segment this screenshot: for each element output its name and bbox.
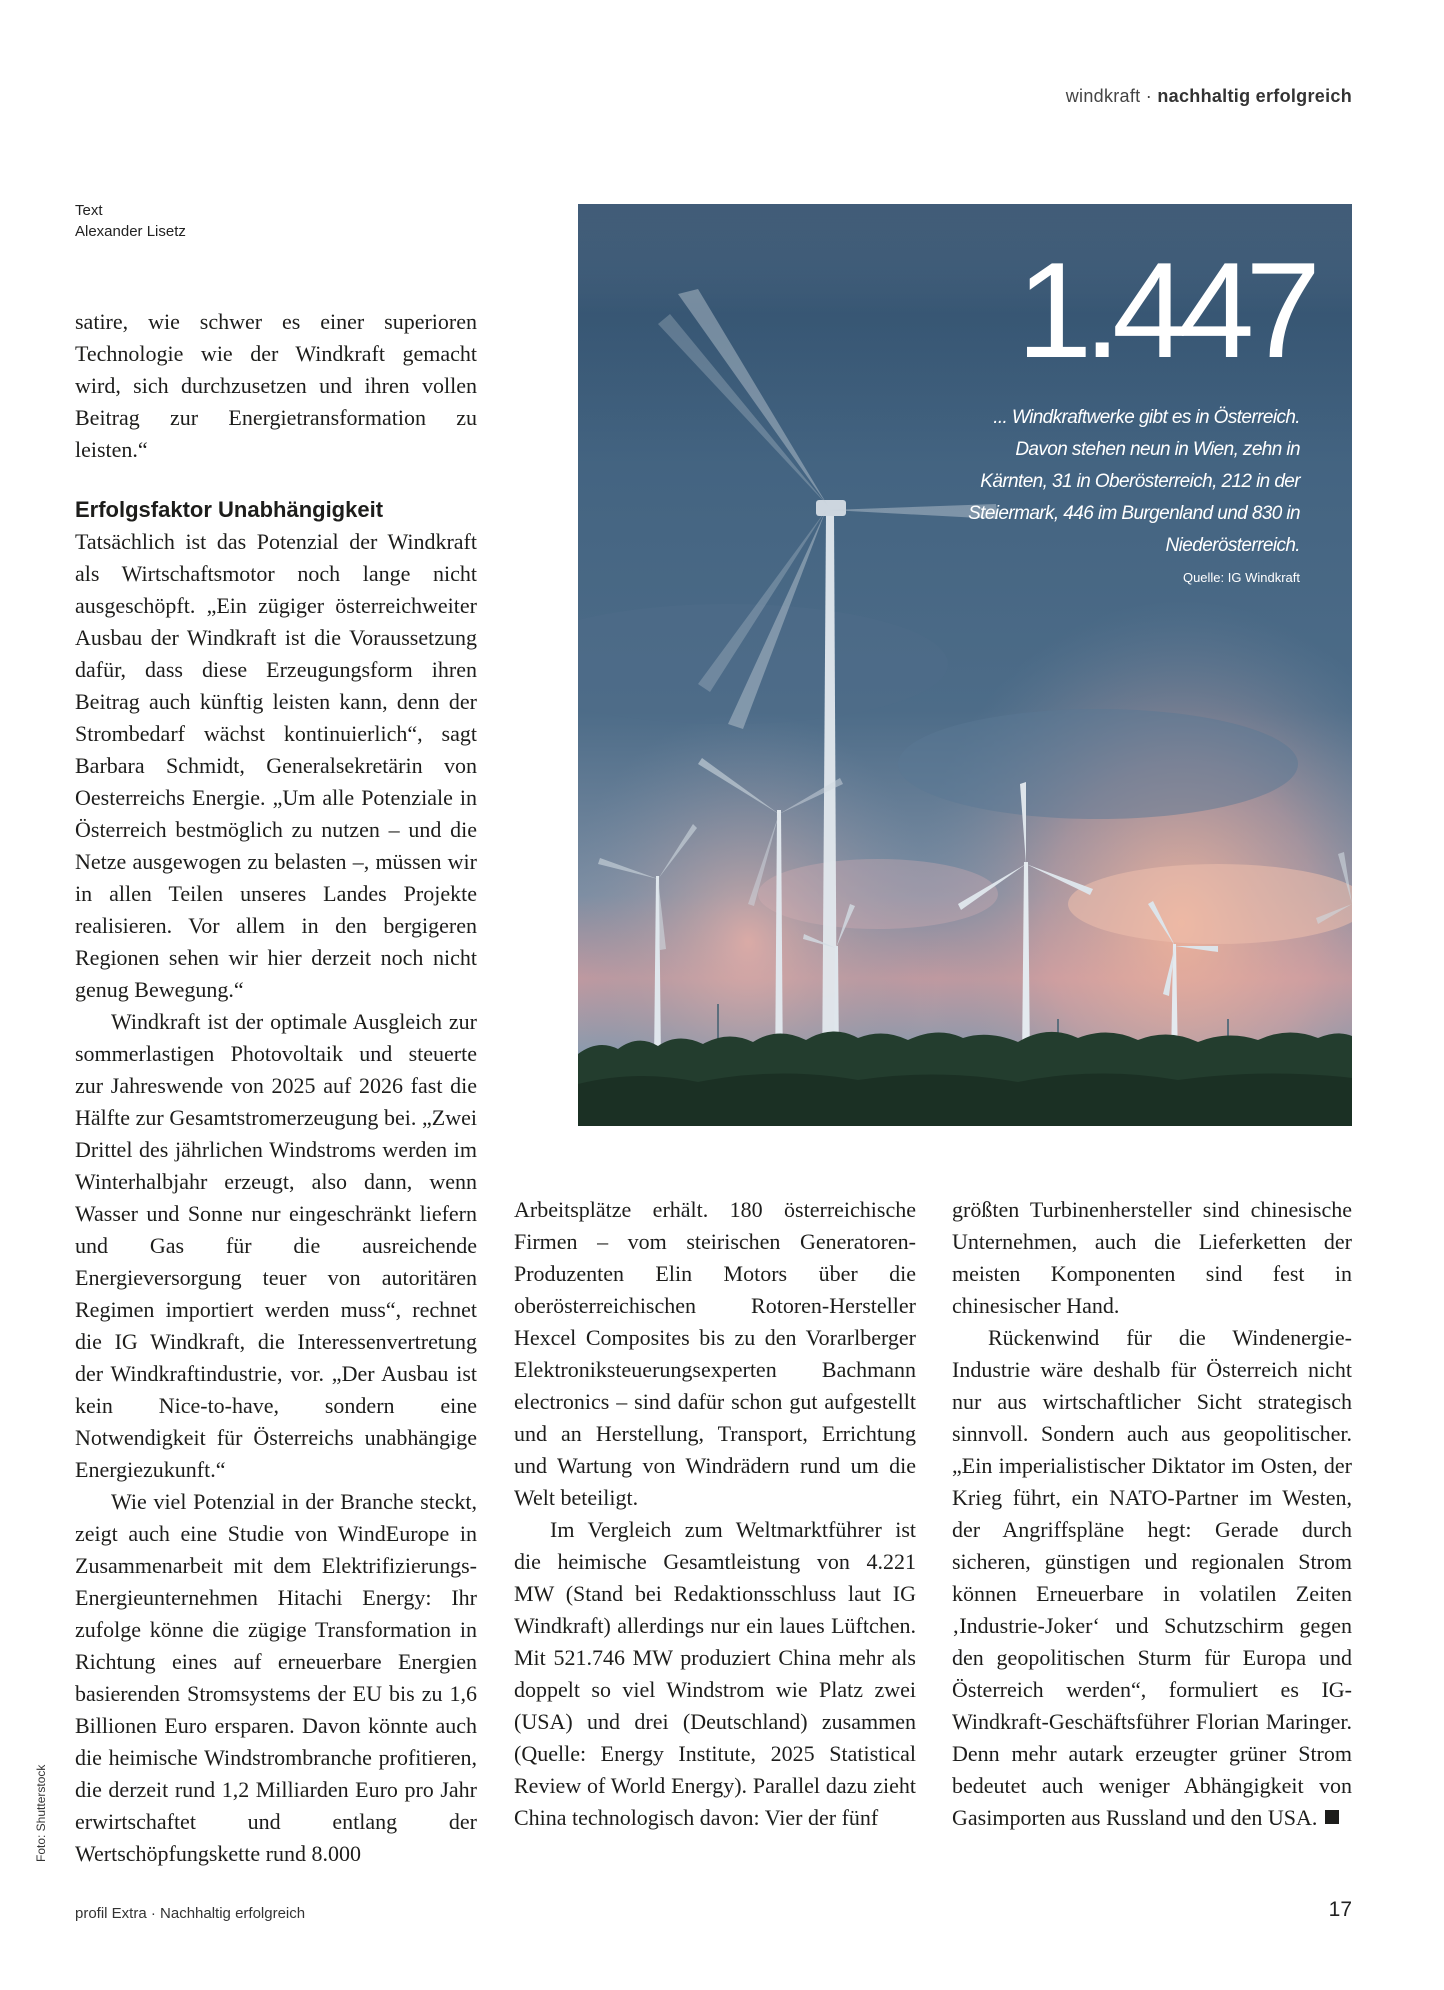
end-of-article-mark bbox=[1325, 1810, 1339, 1824]
paragraph: Tatsächlich ist das Potenzial der Windkraft als Wirtschaftsmotor noch lange nicht ausgeschöpft. „Ein zügiger österreichweiter Ausbau der Windkraft ist die Voraussetzung dafür, dass diese Erzeugungsform ihren Beitrag auch künftig leisten kann, denn der Strombedarf wächst kontinuierlich“, sagt Barbara Schmidt, Generalsekretärin von Oesterreichs Energie. „Um alle Potenziale in Österreich bestmöglich zu nutzen – und die Netze ausgewogen zu belasten –, müssen wir in allen Teilen unseres Landes Projekte realisieren. Vor allem in den bergigeren Regionen sehen wir hier derzeit noch nicht genug Bewegung.“ bbox=[75, 529, 477, 1002]
running-head bbox=[1066, 86, 1352, 107]
article-column-1 bbox=[75, 306, 477, 1870]
topic-label: nachhaltig erfolgreich bbox=[1157, 86, 1352, 106]
paragraph: Im Vergleich zum Weltmarktführer ist die heimische Gesamtleistung von 4.221 MW (Stand bei Redaktionsschluss laut IG Windkraft) allerdings nur ein laues Lüftchen. Mit 521.746 MW produziert China mehr als doppelt so viel Windstrom wie Platz zwei (USA) und drei (Deutschland) zusammen (Quelle: Energy Institute, 2025 Statistical Review of World Energy). Parallel dazu zieht China technologisch davon: Vier der fünf bbox=[514, 1517, 916, 1830]
byline-label: Text bbox=[75, 202, 103, 219]
page-number: 17 bbox=[1328, 1898, 1352, 1921]
paragraph-text: Rückenwind für die Windenergie-Industrie wäre deshalb für Österreich nicht nur aus wirtschaftlicher Sicht strategisch sinnvoll. Sondern auch aus geopolitischer. „Ein imperialistischer Diktator im Osten, der Krieg führt, ein NATO-Partner im Westen, der Angriffspläne hegt: Gerade durch sicheren, günstigen und regionalen Strom können Erneuerbare in volatilen Zeiten ‚Industrie-Joker‘ und Schutzschirm gegen den geopolitischen Sturm für Europa und Österreich werden“, formuliert es IG-Windkraft-Geschäftsführer Florian Maringer. Denn mehr autark erzeugter grüner Strom bedeutet auch weniger Abhängigkeit von Gasimporten aus Russland und den USA. bbox=[952, 1325, 1352, 1830]
stat-source: Quelle: IG Windkraft bbox=[1182, 570, 1300, 585]
article-column-3 bbox=[952, 1194, 1352, 1834]
article-column-2 bbox=[514, 1194, 916, 1834]
stat-caption: ... Windkraftwerke gibt es in Österreich. Davon stehen neun in Wien, zehn in Kärnten, 31 in Oberösterreich, 212 in der Steiermark, 446 im Burgenland und 830 in Niederösterreich. bbox=[968, 407, 1300, 556]
paragraph: Arbeitsplätze erhält. 180 österreichische Firmen – vom steirischen Generatoren-Produzenten Elin Motors über die oberösterreichischen Rotoren-Hersteller Hexcel Composites bis zu den Vorarlberger Elektroniksteuerungsexperten Bachmann electronics – sind dafür schon gut aufgestellt und an Herstellung, Transport, Errichtung und Wartung von Windrädern rund um die Welt beteiligt. bbox=[514, 1197, 916, 1510]
byline-author: Alexander Lisetz bbox=[75, 223, 186, 240]
stat-number: 1.447 bbox=[1016, 234, 1312, 386]
section-label: windkraft bbox=[1065, 86, 1141, 106]
footer-publication: profil Extra · Nachhaltig erfolgreich bbox=[75, 1905, 306, 1922]
photo-credit: Foto: Shutterstock bbox=[34, 1764, 48, 1862]
header-separator: · bbox=[1140, 86, 1158, 106]
paragraph: größten Turbinenhersteller sind chinesische Unternehmen, auch die Lieferketten der meisten Komponenten sind fest in chinesischer Hand. bbox=[952, 1197, 1352, 1318]
paragraph: Wie viel Potenzial in der Branche steckt, zeigt auch eine Studie von WindEurope in Zusammenarbeit mit dem Elektrifizierungs-Energieunternehmen Hitachi Energy: Ihr zufolge könne die zügige Transformation in Richtung eines auf erneuerbare Energien basierenden Stromsystems der EU bis zu 1,6 Billionen Euro ersparen. Davon könnte auch die heimische Windstrombranche profitieren, die derzeit rund 1,2 Milliarden Euro pro Jahr erwirtschaftet und entlang der Wertschöpfungskette rund 8.000 bbox=[75, 1489, 477, 1866]
wind-turbines-photo bbox=[578, 204, 1352, 1126]
paragraph: Windkraft ist der optimale Ausgleich zur sommerlastigen Photovoltaik und steuerte zur Jahreswende von 2025 auf 2026 fast die Hälfte zur Gesamtstromerzeugung bei. „Zwei Drittel des jährlichen Windstroms werden im Winterhalbjahr erzeugt, also dann, wenn Wasser und Sonne nur eingeschränkt liefern und Gas für die ausreichende Energieversorgung teuer von autoritären Regimen importiert werden muss“, rechnet die IG Windkraft, die Interessenvertretung der Windkraftindustrie, vor. „Der Ausbau ist kein Nice-to-have, sondern eine Notwendigkeit für Österreichs unabhängige Energiezukunft.“ bbox=[75, 1009, 477, 1482]
byline bbox=[75, 200, 186, 242]
paragraph bbox=[952, 1322, 1352, 1834]
paragraph: satire, wie schwer es einer superioren Technologie wie der Windkraft gemacht wird, sich durchzusetzen und ihren vollen Beitrag zur Energietransformation zu leisten.“ bbox=[75, 309, 477, 462]
subheading: Erfolgsfaktor Unabhängigkeit bbox=[75, 497, 384, 522]
